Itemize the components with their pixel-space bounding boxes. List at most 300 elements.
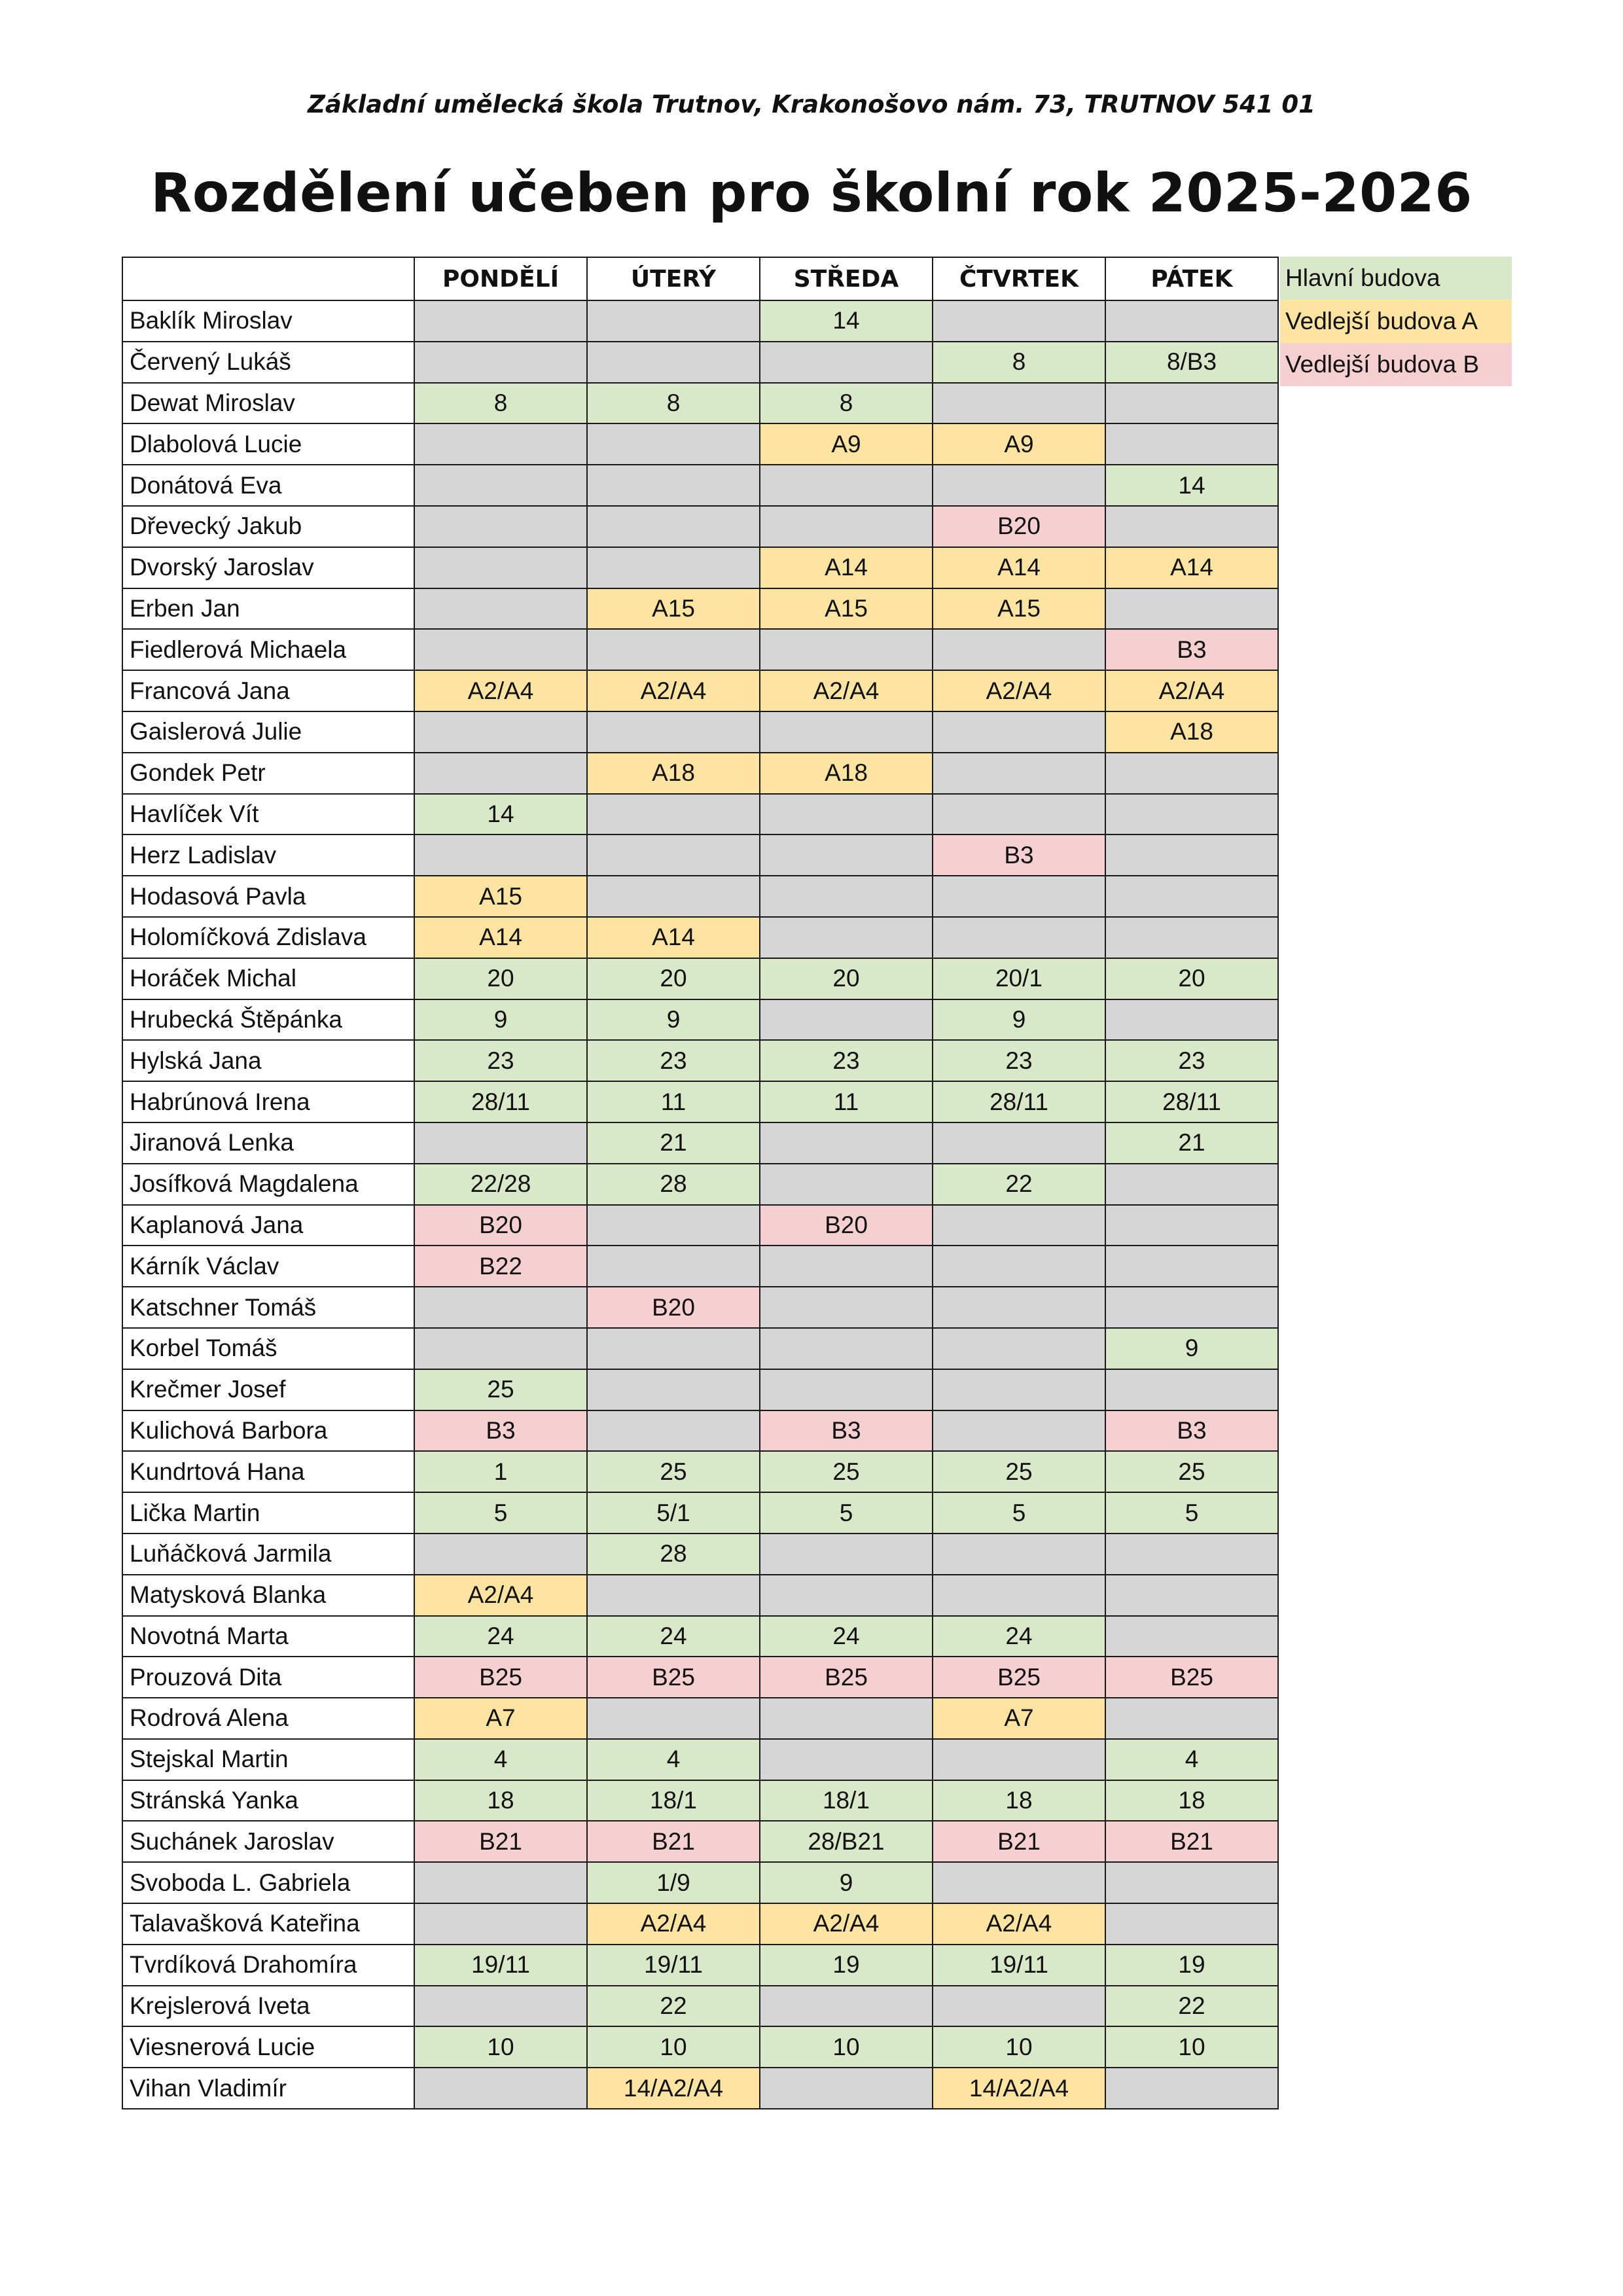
- room-cell: [933, 876, 1105, 917]
- room-cell: [1105, 300, 1278, 342]
- room-cell: A2/A4: [1105, 670, 1278, 711]
- room-cell: B25: [414, 1657, 587, 1698]
- table-row: [122, 1328, 1278, 1369]
- room-cell: 18: [933, 1780, 1105, 1821]
- room-cell: B22: [414, 1246, 587, 1287]
- room-cell: B21: [587, 1821, 760, 1862]
- room-cell: [587, 506, 760, 547]
- room-cell: B21: [414, 1821, 587, 1862]
- room-cell: [1105, 876, 1278, 917]
- room-cell: 25: [587, 1451, 760, 1492]
- room-cell: 24: [760, 1616, 933, 1657]
- teacher-name: Stejskal Martin: [122, 1739, 414, 1780]
- room-cell: [760, 2068, 933, 2109]
- room-cell: 14: [414, 794, 587, 835]
- room-cell: [760, 1575, 933, 1616]
- teacher-name: Prouzová Dita: [122, 1657, 414, 1698]
- room-cell: A14: [760, 547, 933, 588]
- room-cell: [760, 1534, 933, 1575]
- room-cell: A15: [760, 588, 933, 630]
- room-cell: 19/11: [587, 1945, 760, 1986]
- room-cell: B25: [1105, 1657, 1278, 1698]
- room-cell: A18: [587, 753, 760, 794]
- teacher-name: Donátová Eva: [122, 465, 414, 506]
- room-cell: A9: [760, 423, 933, 465]
- room-cell: [414, 342, 587, 383]
- room-cell: [587, 1410, 760, 1452]
- room-cell: 11: [587, 1081, 760, 1122]
- room-cell: 24: [587, 1616, 760, 1657]
- room-cell: B25: [933, 1657, 1105, 1698]
- room-cell: 5: [933, 1492, 1105, 1534]
- room-cell: B21: [1105, 1821, 1278, 1862]
- day-header-wednesday: STŘEDA: [760, 257, 933, 300]
- room-cell: [1105, 1287, 1278, 1328]
- room-cell: [933, 917, 1105, 958]
- table-row: [122, 834, 1278, 876]
- room-cell: [760, 711, 933, 753]
- room-cell: 18: [1105, 1780, 1278, 1821]
- room-cell: A7: [414, 1698, 587, 1739]
- room-cell: [1105, 1534, 1278, 1575]
- room-cell: [1105, 1862, 1278, 1903]
- room-cell: [1105, 834, 1278, 876]
- room-cell: 8: [760, 383, 933, 424]
- room-cell: [414, 753, 587, 794]
- table-row: [122, 1492, 1278, 1534]
- room-cell: [933, 629, 1105, 670]
- room-cell: [760, 1164, 933, 1205]
- room-cell: 21: [587, 1122, 760, 1164]
- school-address: Základní umělecká škola Trutnov, Krakonošovo nám. 73, TRUTNOV 541 01: [308, 90, 1315, 118]
- room-cell: 5: [760, 1492, 933, 1534]
- room-cell: A2/A4: [414, 670, 587, 711]
- teacher-name: Novotná Marta: [122, 1616, 414, 1657]
- room-cell: 14: [1105, 465, 1278, 506]
- room-cell: [933, 1410, 1105, 1452]
- table-row: [122, 1657, 1278, 1698]
- room-cell: [587, 465, 760, 506]
- teacher-name: Dlabolová Lucie: [122, 423, 414, 465]
- room-cell: [760, 1739, 933, 1780]
- table-row: [122, 711, 1278, 753]
- room-cell: 20: [414, 958, 587, 999]
- table-row: [122, 1534, 1278, 1575]
- legend-annex-a: Vedlejší budova A: [1280, 300, 1512, 343]
- table-row: [122, 465, 1278, 506]
- room-cell: 20: [760, 958, 933, 999]
- teacher-name: Krejslerová Iveta: [122, 1986, 414, 2027]
- teacher-name: Kaplanová Jana: [122, 1205, 414, 1246]
- room-cell: [587, 1369, 760, 1410]
- teacher-name: Tvrdíková Drahomíra: [122, 1945, 414, 1986]
- room-cell: A14: [587, 917, 760, 958]
- room-cell: [760, 917, 933, 958]
- room-cell: 19: [760, 1945, 933, 1986]
- teacher-name: Hrubecká Štěpánka: [122, 999, 414, 1041]
- room-cell: 9: [760, 1862, 933, 1903]
- room-cell: B20: [414, 1205, 587, 1246]
- teacher-name: Stránská Yanka: [122, 1780, 414, 1821]
- table-row: [122, 753, 1278, 794]
- teacher-name: Dřevecký Jakub: [122, 506, 414, 547]
- room-cell: [1105, 1369, 1278, 1410]
- day-header-monday: PONDĚLÍ: [414, 257, 587, 300]
- room-cell: A2/A4: [760, 1903, 933, 1945]
- room-cell: [1105, 1164, 1278, 1205]
- teacher-name: Katschner Tomáš: [122, 1287, 414, 1328]
- room-cell: A2/A4: [933, 1903, 1105, 1945]
- teacher-name: Korbel Tomáš: [122, 1328, 414, 1369]
- teacher-name: Viesnerová Lucie: [122, 2026, 414, 2068]
- room-cell: 10: [760, 2026, 933, 2068]
- room-cell: A15: [587, 588, 760, 630]
- teacher-name: Gaislerová Julie: [122, 711, 414, 753]
- room-cell: [933, 753, 1105, 794]
- room-cell: 25: [414, 1369, 587, 1410]
- room-cell: [1105, 2068, 1278, 2109]
- header-corner: [122, 257, 414, 300]
- room-cell: [587, 1328, 760, 1369]
- room-cell: [587, 342, 760, 383]
- room-cell: [760, 1986, 933, 2027]
- room-cell: 5: [1105, 1492, 1278, 1534]
- room-cell: 14/A2/A4: [587, 2068, 760, 2109]
- room-cell: [587, 711, 760, 753]
- table-row: [122, 547, 1278, 588]
- room-cell: 10: [1105, 2026, 1278, 2068]
- room-cell: [1105, 588, 1278, 630]
- table-row: [122, 876, 1278, 917]
- table-row: [122, 506, 1278, 547]
- room-cell: B21: [933, 1821, 1105, 1862]
- table-row: [122, 1081, 1278, 1122]
- room-cell: 21: [1105, 1122, 1278, 1164]
- room-cell: 19/11: [933, 1945, 1105, 1986]
- room-cell: [587, 834, 760, 876]
- room-cell: [587, 1246, 760, 1287]
- room-cell: 4: [1105, 1739, 1278, 1780]
- room-cell: [1105, 1903, 1278, 1945]
- table-row: [122, 383, 1278, 424]
- day-header-thursday: ČTVRTEK: [933, 257, 1105, 300]
- room-cell: [933, 465, 1105, 506]
- teacher-name: Josífková Magdalena: [122, 1164, 414, 1205]
- table-row: [122, 342, 1278, 383]
- room-cell: [587, 1698, 760, 1739]
- room-cell: [1105, 423, 1278, 465]
- room-cell: 9: [1105, 1328, 1278, 1369]
- room-cell: B25: [760, 1657, 933, 1698]
- teacher-name: Talavašková Kateřina: [122, 1903, 414, 1945]
- table-row: [122, 670, 1278, 711]
- room-cell: 20: [587, 958, 760, 999]
- room-cell: 9: [587, 999, 760, 1041]
- room-cell: 14/A2/A4: [933, 2068, 1105, 2109]
- table-row: [122, 1122, 1278, 1164]
- legend-main-building: Hlavní budova: [1280, 257, 1512, 300]
- room-cell: 24: [933, 1616, 1105, 1657]
- table-row: [122, 2068, 1278, 2109]
- table-row: [122, 1451, 1278, 1492]
- teacher-name: Hodasová Pavla: [122, 876, 414, 917]
- page-title: Rozdělení učeben pro školní rok 2025-2026: [151, 162, 1472, 224]
- room-cell: [587, 794, 760, 835]
- room-cell: 22: [1105, 1986, 1278, 2027]
- room-cell: [414, 300, 587, 342]
- table-row: [122, 1945, 1278, 1986]
- room-cell: 8: [587, 383, 760, 424]
- room-cell: 19: [1105, 1945, 1278, 1986]
- teacher-name: Suchánek Jaroslav: [122, 1821, 414, 1862]
- table-row: [122, 1698, 1278, 1739]
- room-cell: 28/11: [1105, 1081, 1278, 1122]
- teacher-name: Horáček Michal: [122, 958, 414, 999]
- room-cell: B20: [933, 506, 1105, 547]
- room-cell: [414, 1862, 587, 1903]
- teacher-name: Gondek Petr: [122, 753, 414, 794]
- room-cell: [587, 1205, 760, 1246]
- teacher-name: Svoboda L. Gabriela: [122, 1862, 414, 1903]
- table-row: [122, 588, 1278, 630]
- table-row: [122, 917, 1278, 958]
- table-row: [122, 1986, 1278, 2027]
- teacher-name: Habrúnová Irena: [122, 1081, 414, 1122]
- table-row: [122, 999, 1278, 1041]
- room-allocation-table: [122, 257, 1279, 2109]
- room-cell: [414, 1903, 587, 1945]
- teacher-name: Jiranová Lenka: [122, 1122, 414, 1164]
- teacher-name: Herz Ladislav: [122, 834, 414, 876]
- room-cell: [1105, 1575, 1278, 1616]
- room-cell: [933, 711, 1105, 753]
- teacher-name: Kulichová Barbora: [122, 1410, 414, 1452]
- room-cell: [414, 547, 587, 588]
- table-header-row: [122, 257, 1278, 300]
- room-cell: [1105, 1616, 1278, 1657]
- room-cell: 18: [414, 1780, 587, 1821]
- room-cell: [933, 383, 1105, 424]
- teacher-name: Lička Martin: [122, 1492, 414, 1534]
- table-row: [122, 1575, 1278, 1616]
- table-row: [122, 1164, 1278, 1205]
- table-row: [122, 1739, 1278, 1780]
- room-cell: A2/A4: [587, 670, 760, 711]
- room-cell: 23: [933, 1040, 1105, 1081]
- room-cell: A9: [933, 423, 1105, 465]
- room-cell: 10: [414, 2026, 587, 2068]
- table-row: [122, 1205, 1278, 1246]
- teacher-name: Kundrtová Hana: [122, 1451, 414, 1492]
- room-cell: 10: [933, 2026, 1105, 2068]
- table-row: [122, 1903, 1278, 1945]
- room-cell: B3: [1105, 1410, 1278, 1452]
- teacher-name: Holomíčková Zdislava: [122, 917, 414, 958]
- table-row: [122, 1821, 1278, 1862]
- teacher-name: Fiedlerová Michaela: [122, 629, 414, 670]
- room-cell: 22: [587, 1986, 760, 2027]
- room-cell: 20/1: [933, 958, 1105, 999]
- room-cell: [587, 1575, 760, 1616]
- table-row: [122, 423, 1278, 465]
- room-cell: 23: [760, 1040, 933, 1081]
- room-cell: A2/A4: [587, 1903, 760, 1945]
- table-row: [122, 1862, 1278, 1903]
- room-cell: [414, 465, 587, 506]
- teacher-name: Rodrová Alena: [122, 1698, 414, 1739]
- room-cell: [933, 1862, 1105, 1903]
- teacher-name: Dewat Miroslav: [122, 383, 414, 424]
- room-cell: A2/A4: [414, 1575, 587, 1616]
- room-cell: A15: [414, 876, 587, 917]
- room-cell: A15: [933, 588, 1105, 630]
- room-cell: [414, 2068, 587, 2109]
- room-cell: 9: [414, 999, 587, 1041]
- room-cell: [1105, 1698, 1278, 1739]
- table-row: [122, 1780, 1278, 1821]
- room-cell: [760, 1698, 933, 1739]
- room-cell: 5/1: [587, 1492, 760, 1534]
- room-cell: [933, 1122, 1105, 1164]
- room-cell: 25: [933, 1451, 1105, 1492]
- room-cell: [1105, 794, 1278, 835]
- room-cell: [587, 876, 760, 917]
- room-cell: [587, 629, 760, 670]
- room-cell: [587, 547, 760, 588]
- room-cell: [414, 1328, 587, 1369]
- table-row: [122, 1040, 1278, 1081]
- room-cell: [760, 342, 933, 383]
- room-cell: B3: [414, 1410, 587, 1452]
- room-cell: 25: [1105, 1451, 1278, 1492]
- room-cell: [933, 300, 1105, 342]
- room-cell: [414, 1287, 587, 1328]
- room-cell: [933, 1575, 1105, 1616]
- teacher-name: Krečmer Josef: [122, 1369, 414, 1410]
- room-cell: A2/A4: [760, 670, 933, 711]
- teacher-name: Matysková Blanka: [122, 1575, 414, 1616]
- room-cell: [414, 629, 587, 670]
- room-cell: [760, 1122, 933, 1164]
- room-cell: 8: [933, 342, 1105, 383]
- room-cell: [414, 423, 587, 465]
- room-cell: [760, 1328, 933, 1369]
- room-cell: [933, 1287, 1105, 1328]
- teacher-name: Havlíček Vít: [122, 794, 414, 835]
- room-cell: 22/28: [414, 1164, 587, 1205]
- room-cell: 28/B21: [760, 1821, 933, 1862]
- room-cell: [933, 1328, 1105, 1369]
- room-cell: [1105, 506, 1278, 547]
- room-cell: [933, 1205, 1105, 1246]
- room-cell: [1105, 383, 1278, 424]
- teacher-name: Francová Jana: [122, 670, 414, 711]
- room-cell: [587, 423, 760, 465]
- room-cell: [760, 999, 933, 1041]
- room-cell: 23: [1105, 1040, 1278, 1081]
- table-row: [122, 1616, 1278, 1657]
- teacher-name: Vihan Vladimír: [122, 2068, 414, 2109]
- teacher-name: Hylská Jana: [122, 1040, 414, 1081]
- room-cell: [1105, 999, 1278, 1041]
- room-cell: B20: [760, 1205, 933, 1246]
- room-cell: [1105, 753, 1278, 794]
- room-cell: 4: [587, 1739, 760, 1780]
- table-body: [122, 300, 1278, 2109]
- room-cell: [760, 876, 933, 917]
- room-cell: [414, 506, 587, 547]
- room-cell: [760, 465, 933, 506]
- room-cell: [414, 834, 587, 876]
- room-cell: [933, 1739, 1105, 1780]
- room-cell: B25: [587, 1657, 760, 1698]
- room-cell: [414, 711, 587, 753]
- room-cell: A14: [1105, 547, 1278, 588]
- room-cell: 28/11: [933, 1081, 1105, 1122]
- room-cell: B20: [587, 1287, 760, 1328]
- room-cell: 18/1: [587, 1780, 760, 1821]
- room-cell: 28/11: [414, 1081, 587, 1122]
- room-cell: 1: [414, 1451, 587, 1492]
- table-row: [122, 1246, 1278, 1287]
- table-row: [122, 1410, 1278, 1452]
- room-cell: 5: [414, 1492, 587, 1534]
- room-cell: B3: [1105, 629, 1278, 670]
- room-cell: 11: [760, 1081, 933, 1122]
- legend-annex-b: Vedlejší budova B: [1280, 343, 1512, 386]
- table-row: [122, 1369, 1278, 1410]
- room-cell: [933, 794, 1105, 835]
- room-cell: B3: [933, 834, 1105, 876]
- room-cell: 28: [587, 1164, 760, 1205]
- room-cell: 20: [1105, 958, 1278, 999]
- day-header-friday: PÁTEK: [1105, 257, 1278, 300]
- room-cell: 1/9: [587, 1862, 760, 1903]
- room-cell: 10: [587, 2026, 760, 2068]
- table-row: [122, 300, 1278, 342]
- room-cell: B3: [760, 1410, 933, 1452]
- room-cell: [760, 506, 933, 547]
- room-cell: 8/B3: [1105, 342, 1278, 383]
- room-cell: [1105, 1205, 1278, 1246]
- room-cell: 18/1: [760, 1780, 933, 1821]
- teacher-name: Dvorský Jaroslav: [122, 547, 414, 588]
- room-cell: [933, 1534, 1105, 1575]
- room-cell: 25: [760, 1451, 933, 1492]
- room-cell: 8: [414, 383, 587, 424]
- teacher-name: Luňáčková Jarmila: [122, 1534, 414, 1575]
- teacher-name: Baklík Miroslav: [122, 300, 414, 342]
- room-cell: 23: [414, 1040, 587, 1081]
- room-cell: 4: [414, 1739, 587, 1780]
- room-cell: [760, 794, 933, 835]
- room-cell: 14: [760, 300, 933, 342]
- table-row: [122, 794, 1278, 835]
- teacher-name: Kárník Václav: [122, 1246, 414, 1287]
- room-cell: 24: [414, 1616, 587, 1657]
- table-row: [122, 2026, 1278, 2068]
- room-cell: 19/11: [414, 1945, 587, 1986]
- room-cell: A18: [760, 753, 933, 794]
- room-cell: [587, 300, 760, 342]
- table-row: [122, 1287, 1278, 1328]
- room-cell: [414, 1122, 587, 1164]
- room-cell: [933, 1369, 1105, 1410]
- room-cell: [933, 1246, 1105, 1287]
- room-cell: [760, 629, 933, 670]
- room-cell: A7: [933, 1698, 1105, 1739]
- room-cell: 23: [587, 1040, 760, 1081]
